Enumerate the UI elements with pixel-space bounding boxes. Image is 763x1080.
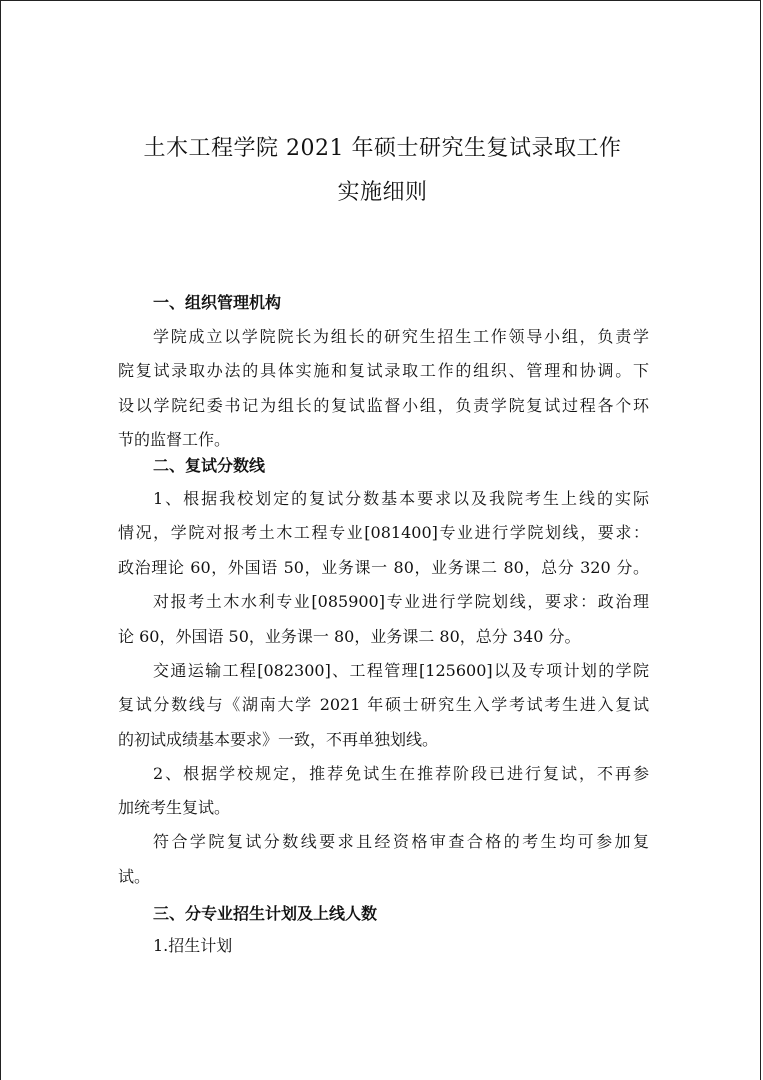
document-subtitle: 实施细则 [337,180,428,205]
paragraph-line: 交通运输工程[082300]、工程管理[125600]以及专项计划的学院 [153,661,649,680]
paragraph-line: 复试分数线与《湖南大学 2021 年硕士研究生入学考试考生进入复试 [118,695,649,714]
section-heading-organization: 一、组织管理机构 [153,293,282,312]
paragraph-line: 试。 [118,867,151,886]
paragraph-line: 符合学院复试分数线要求且经资格审查合格的考生均可参加复 [153,832,649,851]
section-heading-enrollment-plan: 三、分专业招生计划及上线人数 [153,904,378,923]
paragraph-line: 2、根据学校规定，推荐免试生在推荐阶段已进行复试，不再参 [153,764,649,783]
paragraph-line: 节的监督工作。 [118,430,231,449]
paragraph-line: 论 60，外国语 50，业务课一 80，业务课二 80，总分 340 分。 [118,627,581,646]
paragraph-line: 加统考生复试。 [118,798,231,817]
paragraph-line: 设以学院纪委书记为组长的复试监督小组，负责学院复试过程各个环 [118,396,649,415]
paragraph-line: 学院成立以学院院长为组长的研究生招生工作领导小组，负责学 [153,327,649,346]
section-heading-score-line: 二、复试分数线 [153,456,266,475]
subsection-heading: 1.招生计划 [153,936,233,955]
paragraph-line: 的初试成绩基本要求》一致，不再单独划线。 [118,730,439,749]
paragraph-line: 对报考土木水利专业[085900]专业进行学院划线，要求：政治理 [153,592,649,611]
paragraph-line: 情况，学院对报考土木工程专业[081400]专业进行学院划线，要求： [118,523,649,542]
paragraph-line: 1、根据我校划定的复试分数基本要求以及我院考生上线的实际 [153,489,649,508]
paragraph-line: 政治理论 60，外国语 50，业务课一 80，业务课二 80，总分 320 分。 [118,558,649,577]
document-title: 土木工程学院 2021 年硕士研究生复试录取工作 [143,136,622,161]
paragraph-line: 院复试录取办法的具体实施和复试录取工作的组织、管理和协调。下 [118,361,649,380]
